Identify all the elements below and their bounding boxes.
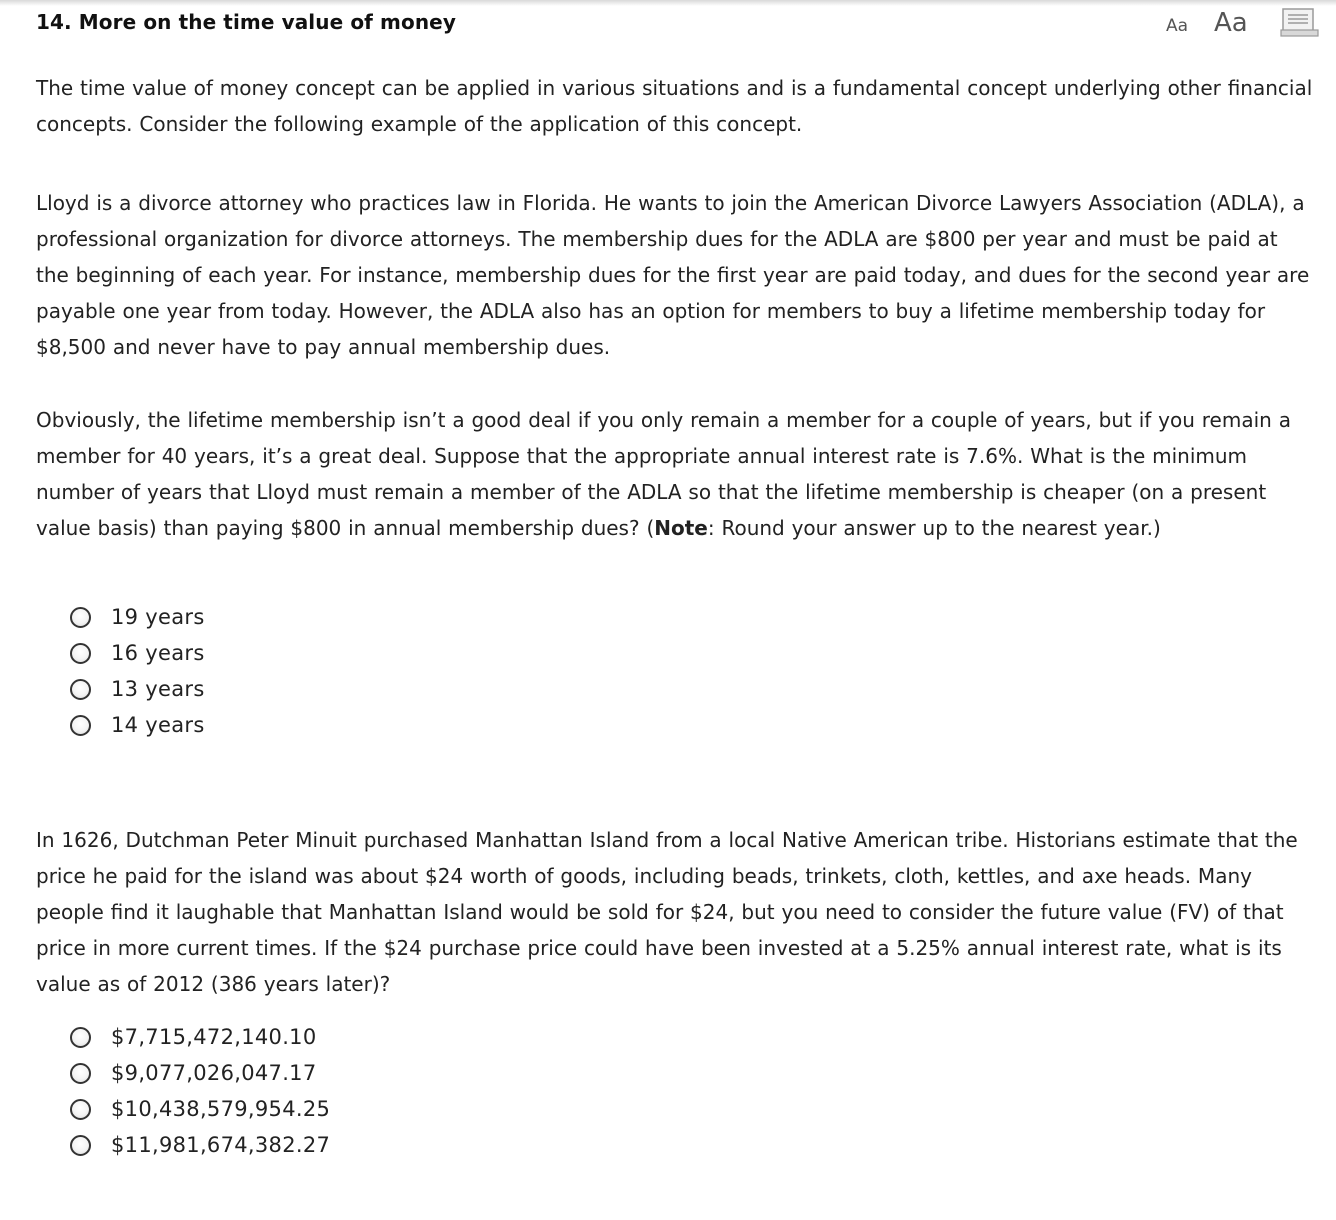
question1-paragraph bbox=[36, 402, 1316, 546]
option-label: 16 years bbox=[111, 641, 205, 665]
question1-option[interactable] bbox=[70, 707, 205, 743]
option-label: 19 years bbox=[111, 605, 205, 629]
intro-paragraph: The time value of money concept can be applied in various situations and is a fundamental concept underlying other financial concepts. Consider the following example of the application of this concept. bbox=[36, 76, 1313, 136]
radio-button[interactable] bbox=[70, 1027, 91, 1048]
font-size-increase-button[interactable]: Aa bbox=[1214, 8, 1248, 38]
question1-option[interactable] bbox=[70, 635, 205, 671]
option-label: 13 years bbox=[111, 677, 205, 701]
question1-note-text: : Round your answer up to the nearest year.) bbox=[707, 516, 1161, 540]
radio-button[interactable] bbox=[70, 1063, 91, 1084]
radio-button[interactable] bbox=[70, 679, 91, 700]
question1-option[interactable] bbox=[70, 599, 205, 635]
question1-options bbox=[70, 599, 205, 743]
question1-text: Obviously, the lifetime membership isn’t a good deal if you only remain a member for a couple of years, but if you remain a member for 40 years, it’s a great deal. Suppose that the appropriate annual interest rate is 7.6%. What is the minimum number of years that Lloyd must remain a member of the ADLA so that the lifetime membership is cheaper (on a present value basis) than paying $800 in annual membership dues? ( bbox=[36, 408, 1291, 540]
question-title: 14. More on the time value of money bbox=[36, 10, 456, 34]
radio-button[interactable] bbox=[70, 607, 91, 628]
note-label: Note bbox=[654, 516, 708, 540]
option-label: $7,715,472,140.10 bbox=[111, 1025, 317, 1049]
option-label: $9,077,026,047.17 bbox=[111, 1061, 317, 1085]
question2-paragraph: In 1626, Dutchman Peter Minuit purchased Manhattan Island from a local Native American tribe. Historians estimate that the price he paid for the island was about $24 worth of goods, including beads, trinkets, cloth, kettles, and axe heads. Many people find it laughable that Manhattan Island would be sold for $24, but you need to consider the future value (FV) of that price in more current times. If the $24 purchase price could have been invested at a 5.25% annual interest rate, what is its value as of 2012 (386 years later)? bbox=[36, 828, 1298, 996]
question2-option[interactable] bbox=[70, 1055, 330, 1091]
radio-button[interactable] bbox=[70, 715, 91, 736]
question2-option[interactable] bbox=[70, 1091, 330, 1127]
question2-option[interactable] bbox=[70, 1127, 330, 1163]
radio-button[interactable] bbox=[70, 1099, 91, 1120]
option-label: 14 years bbox=[111, 713, 205, 737]
scenario-paragraph: Lloyd is a divorce attorney who practices law in Florida. He wants to join the American Divorce Lawyers Association (ADLA), a professional organization for divorce attorneys. The membership dues for the ADLA are $800 per year and must be paid at the beginning of each year. For instance, membership dues for the first year are paid today, and dues for the second year are payable one year from today. However, the ADLA also has an option for members to buy a lifetime membership today for $8,500 and never have to pay annual membership dues. bbox=[36, 191, 1310, 359]
question1-option[interactable] bbox=[70, 671, 205, 707]
radio-button[interactable] bbox=[70, 643, 91, 664]
option-label: $10,438,579,954.25 bbox=[111, 1097, 331, 1121]
print-icon-graphic bbox=[1280, 8, 1320, 38]
question2-options bbox=[70, 1019, 330, 1163]
question2-option[interactable] bbox=[70, 1019, 330, 1055]
top-shadow bbox=[0, 0, 1336, 6]
print-icon[interactable] bbox=[1280, 8, 1320, 38]
question-header bbox=[36, 8, 1326, 38]
radio-button[interactable] bbox=[70, 1135, 91, 1156]
option-label: $11,981,674,382.27 bbox=[111, 1133, 331, 1157]
font-size-decrease-button[interactable]: Aa bbox=[1166, 16, 1189, 36]
